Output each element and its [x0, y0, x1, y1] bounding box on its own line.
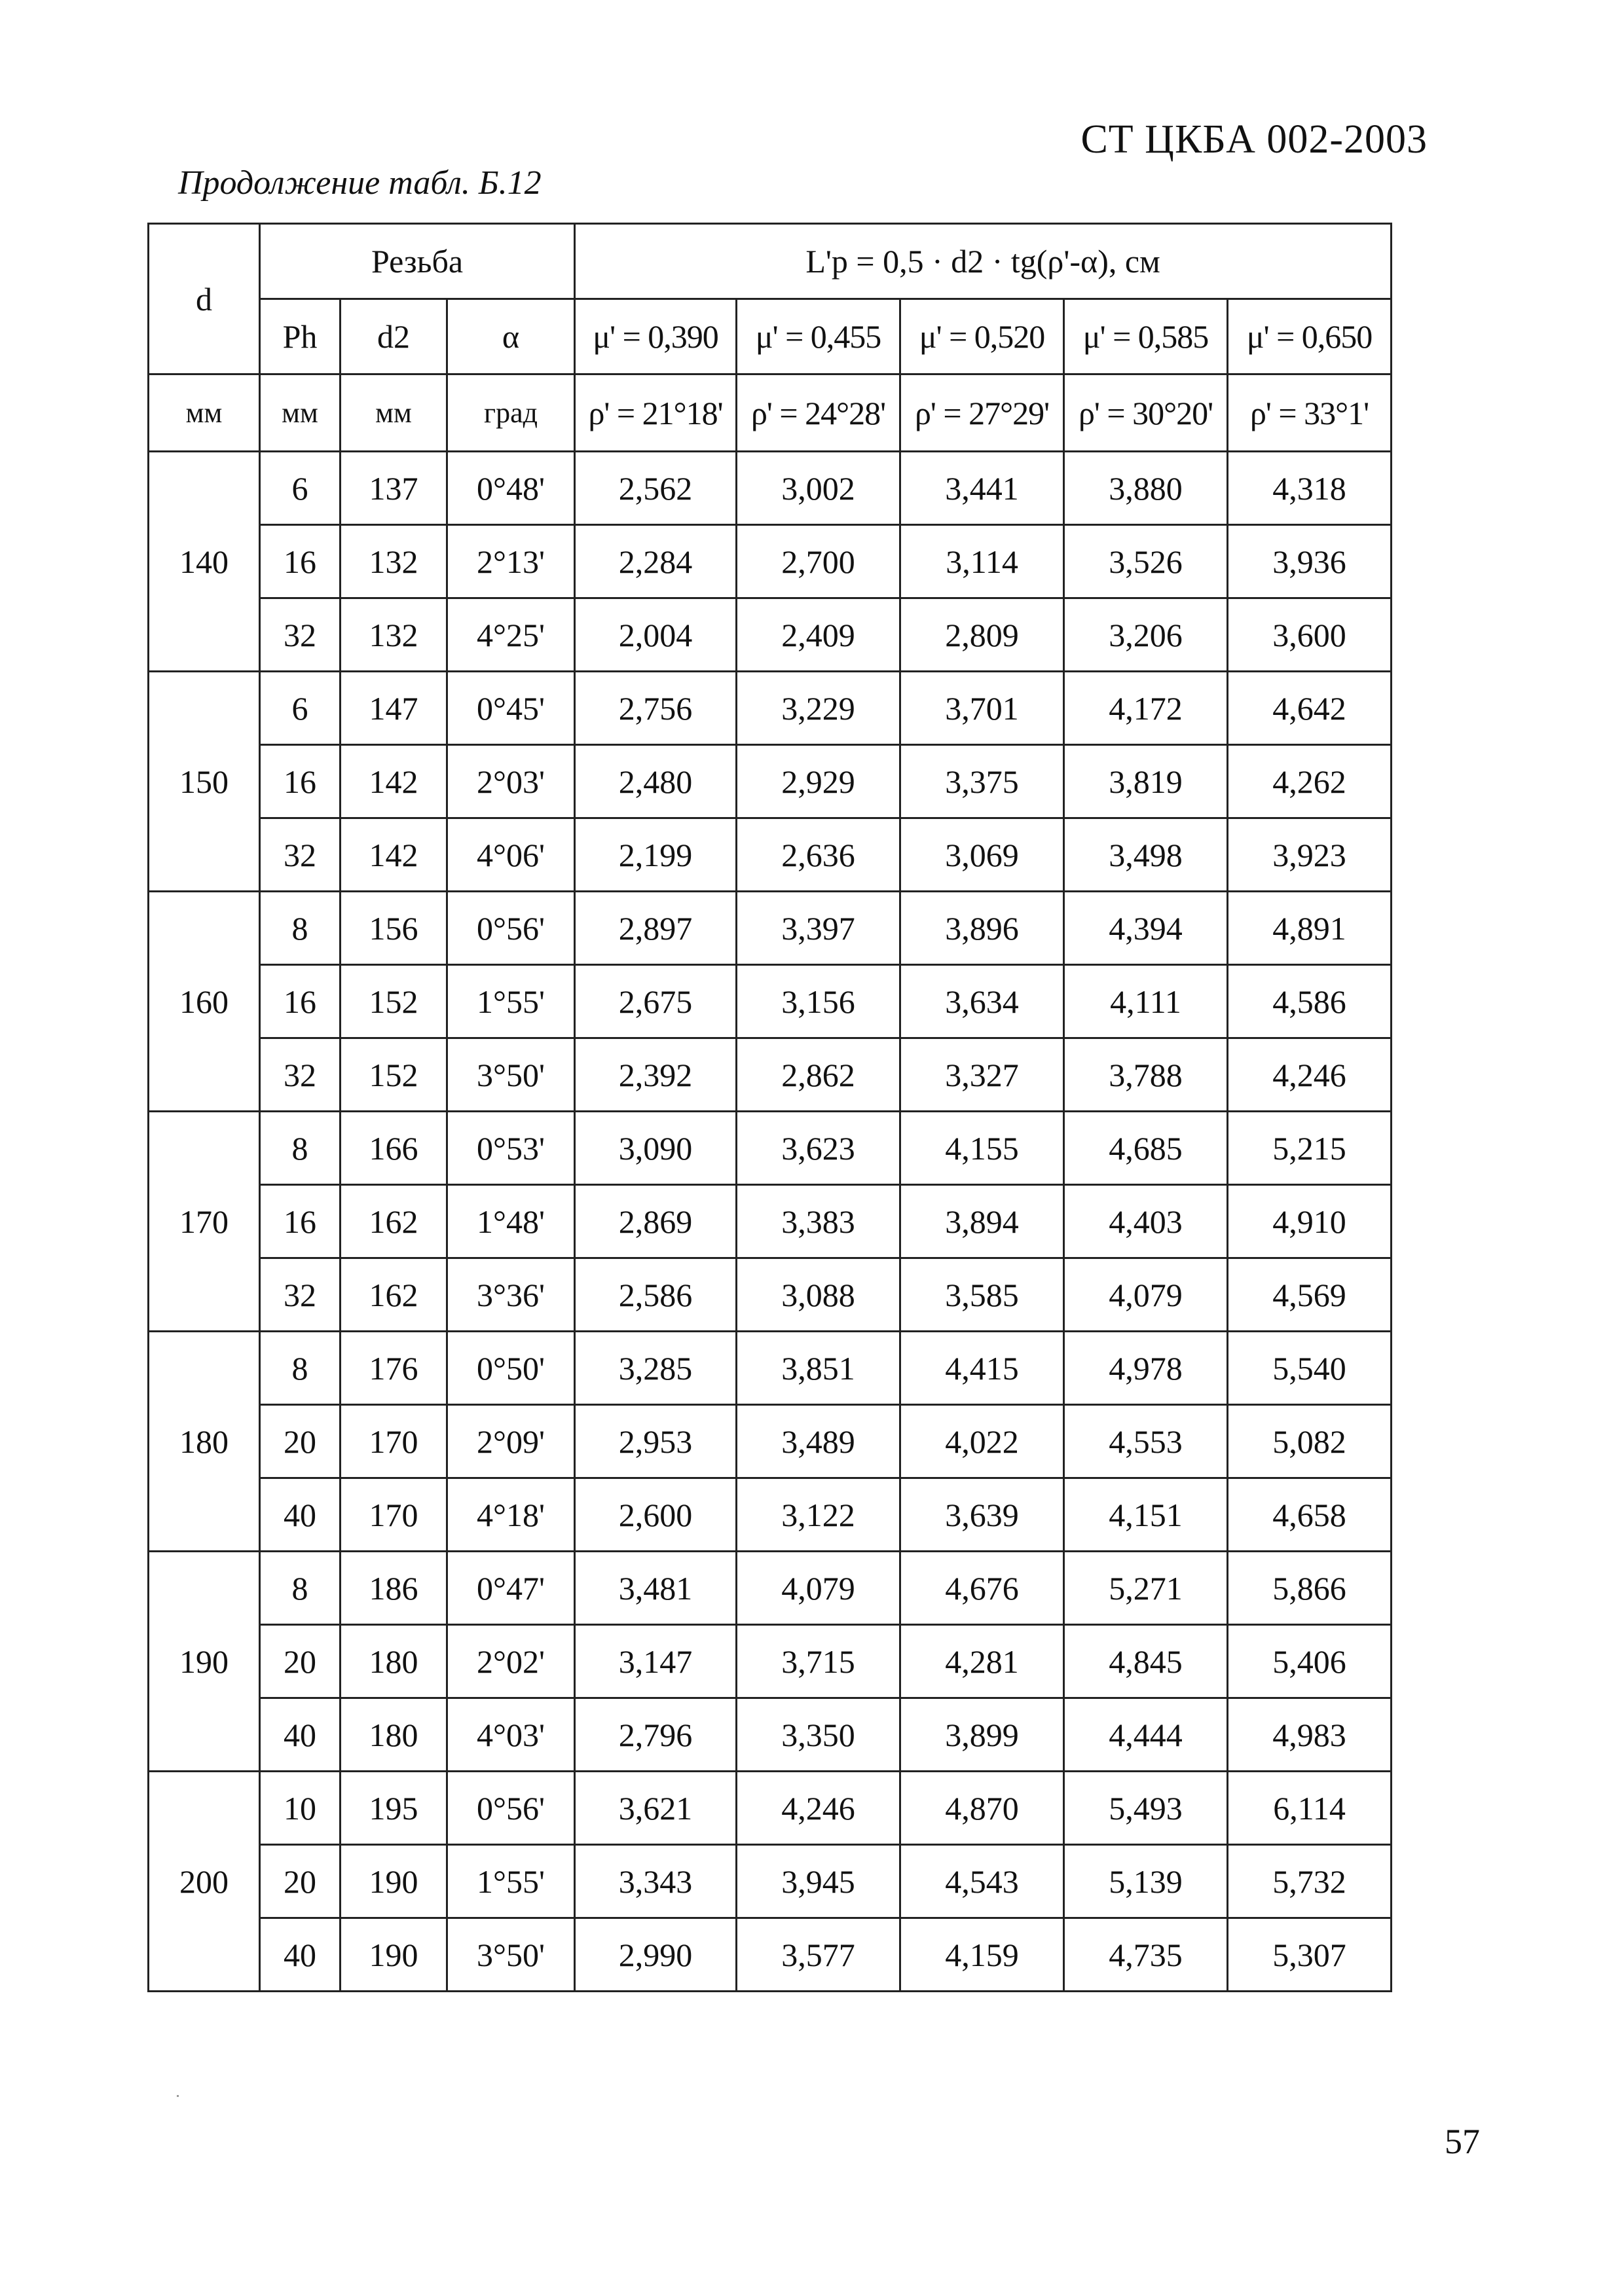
cell-value: 3,715	[737, 1625, 900, 1698]
cell-value: 3,069	[900, 818, 1064, 892]
table-body	[149, 452, 1392, 1992]
cell-value: 5,215	[1228, 1112, 1392, 1185]
header-d2: d2	[341, 299, 447, 374]
cell-value: 6,114	[1228, 1772, 1392, 1845]
cell-value: 5,139	[1064, 1845, 1228, 1918]
cell-d2: 132	[341, 598, 447, 672]
cell-value: 4,642	[1228, 672, 1392, 745]
cell-value: 3,229	[737, 672, 900, 745]
cell-value: 3,577	[737, 1918, 900, 1992]
cell-value: 3,880	[1064, 452, 1228, 525]
cell-d2: 132	[341, 525, 447, 598]
table-row	[149, 1918, 1392, 1992]
cell-value: 4,159	[900, 1918, 1064, 1992]
cell-value: 2,796	[575, 1698, 737, 1772]
cell-value: 4,444	[1064, 1698, 1228, 1772]
cell-value: 3,327	[900, 1038, 1064, 1112]
cell-d2: 190	[341, 1845, 447, 1918]
cell-value: 2,636	[737, 818, 900, 892]
cell-d: 190	[149, 1552, 260, 1772]
cell-alpha: 1°48'	[447, 1185, 575, 1258]
document-code: СТ ЦКБА 002-2003	[1080, 117, 1428, 162]
cell-d2: 142	[341, 745, 447, 818]
header-formula: L'p = 0,5 · d2 · tg(ρ'-α), см	[575, 224, 1392, 299]
cell-value: 2,869	[575, 1185, 737, 1258]
cell-value: 2,600	[575, 1478, 737, 1552]
header-mu: μ' = 0,520	[900, 299, 1064, 374]
cell-ph: 20	[260, 1845, 341, 1918]
cell-value: 3,623	[737, 1112, 900, 1185]
cell-value: 2,809	[900, 598, 1064, 672]
table-row	[149, 452, 1392, 525]
header-alpha: α	[447, 299, 575, 374]
cell-value: 4,415	[900, 1332, 1064, 1405]
cell-alpha: 0°56'	[447, 892, 575, 965]
cell-value: 5,866	[1228, 1552, 1392, 1625]
cell-d2: 195	[341, 1772, 447, 1845]
cell-value: 4,172	[1064, 672, 1228, 745]
table-row	[149, 525, 1392, 598]
cell-value: 4,079	[1064, 1258, 1228, 1332]
cell-alpha: 2°13'	[447, 525, 575, 598]
cell-value: 3,498	[1064, 818, 1228, 892]
cell-value: 2,953	[575, 1405, 737, 1478]
table-row	[149, 1772, 1392, 1845]
cell-value: 4,022	[900, 1405, 1064, 1478]
header-d: d	[149, 224, 260, 374]
cell-alpha: 2°09'	[447, 1405, 575, 1478]
cell-d2: 180	[341, 1698, 447, 1772]
cell-alpha: 0°53'	[447, 1112, 575, 1185]
cell-d2: 186	[341, 1552, 447, 1625]
cell-d2: 170	[341, 1478, 447, 1552]
cell-d: 150	[149, 672, 260, 892]
cell-value: 3,639	[900, 1478, 1064, 1552]
cell-alpha: 4°18'	[447, 1478, 575, 1552]
cell-alpha: 2°03'	[447, 745, 575, 818]
cell-value: 3,489	[737, 1405, 900, 1478]
cell-value: 2,675	[575, 965, 737, 1038]
cell-value: 3,350	[737, 1698, 900, 1772]
cell-value: 3,585	[900, 1258, 1064, 1332]
cell-value: 3,788	[1064, 1038, 1228, 1112]
cell-value: 4,155	[900, 1112, 1064, 1185]
cell-value: 4,891	[1228, 892, 1392, 965]
cell-alpha: 0°48'	[447, 452, 575, 525]
header-rho: ρ' = 21°18'	[575, 374, 737, 452]
table-continuation-caption: Продолжение табл. Б.12	[178, 164, 542, 202]
cell-alpha: 3°50'	[447, 1038, 575, 1112]
cell-value: 3,600	[1228, 598, 1392, 672]
cell-ph: 8	[260, 892, 341, 965]
cell-value: 3,899	[900, 1698, 1064, 1772]
cell-value: 2,004	[575, 598, 737, 672]
cell-value: 2,480	[575, 745, 737, 818]
cell-alpha: 1°55'	[447, 1845, 575, 1918]
header-rho: ρ' = 24°28'	[737, 374, 900, 452]
cell-value: 3,122	[737, 1478, 900, 1552]
cell-value: 5,271	[1064, 1552, 1228, 1625]
cell-value: 4,394	[1064, 892, 1228, 965]
table-row	[149, 1038, 1392, 1112]
cell-value: 4,281	[900, 1625, 1064, 1698]
cell-ph: 20	[260, 1405, 341, 1478]
cell-ph: 16	[260, 745, 341, 818]
cell-ph: 16	[260, 1185, 341, 1258]
cell-alpha: 0°47'	[447, 1552, 575, 1625]
cell-value: 5,540	[1228, 1332, 1392, 1405]
cell-alpha: 0°56'	[447, 1772, 575, 1845]
cell-value: 2,862	[737, 1038, 900, 1112]
cell-d2: 142	[341, 818, 447, 892]
cell-value: 3,088	[737, 1258, 900, 1332]
cell-value: 2,929	[737, 745, 900, 818]
cell-ph: 6	[260, 672, 341, 745]
cell-value: 3,090	[575, 1112, 737, 1185]
cell-ph: 40	[260, 1698, 341, 1772]
cell-value: 4,983	[1228, 1698, 1392, 1772]
cell-alpha: 3°36'	[447, 1258, 575, 1332]
cell-value: 2,756	[575, 672, 737, 745]
cell-value: 4,543	[900, 1845, 1064, 1918]
unit-alpha: град	[447, 374, 575, 452]
cell-value: 4,676	[900, 1552, 1064, 1625]
table-row	[149, 1185, 1392, 1258]
cell-ph: 16	[260, 525, 341, 598]
cell-d2: 180	[341, 1625, 447, 1698]
header-mu: μ' = 0,650	[1228, 299, 1392, 374]
cell-value: 4,318	[1228, 452, 1392, 525]
cell-d: 170	[149, 1112, 260, 1332]
table-row	[149, 598, 1392, 672]
table-row	[149, 1478, 1392, 1552]
cell-value: 2,199	[575, 818, 737, 892]
cell-value: 3,156	[737, 965, 900, 1038]
cell-d2: 152	[341, 1038, 447, 1112]
cell-alpha: 0°50'	[447, 1332, 575, 1405]
page-number: 57	[1445, 2122, 1480, 2161]
table-row	[149, 965, 1392, 1038]
cell-value: 5,406	[1228, 1625, 1392, 1698]
table-row	[149, 672, 1392, 745]
cell-value: 3,002	[737, 452, 900, 525]
cell-value: 3,285	[575, 1332, 737, 1405]
cell-value: 3,206	[1064, 598, 1228, 672]
table-row	[149, 1112, 1392, 1185]
cell-value: 5,082	[1228, 1405, 1392, 1478]
cell-d: 200	[149, 1772, 260, 1992]
cell-value: 3,481	[575, 1552, 737, 1625]
cell-d: 140	[149, 452, 260, 672]
cell-value: 4,845	[1064, 1625, 1228, 1698]
cell-ph: 32	[260, 1258, 341, 1332]
scan-speck	[177, 2095, 179, 2097]
header-rho: ρ' = 33°1'	[1228, 374, 1392, 452]
cell-ph: 8	[260, 1112, 341, 1185]
cell-value: 3,819	[1064, 745, 1228, 818]
table-row	[149, 745, 1392, 818]
cell-value: 4,658	[1228, 1478, 1392, 1552]
cell-value: 2,897	[575, 892, 737, 965]
cell-alpha: 2°02'	[447, 1625, 575, 1698]
cell-value: 3,936	[1228, 525, 1392, 598]
cell-alpha: 4°25'	[447, 598, 575, 672]
cell-d2: 166	[341, 1112, 447, 1185]
cell-ph: 32	[260, 818, 341, 892]
unit-d: мм	[149, 374, 260, 452]
cell-value: 4,246	[1228, 1038, 1392, 1112]
cell-d2: 162	[341, 1185, 447, 1258]
cell-value: 4,910	[1228, 1185, 1392, 1258]
cell-ph: 16	[260, 965, 341, 1038]
cell-value: 3,441	[900, 452, 1064, 525]
cell-value: 3,851	[737, 1332, 900, 1405]
cell-value: 3,923	[1228, 818, 1392, 892]
cell-ph: 8	[260, 1332, 341, 1405]
cell-ph: 32	[260, 598, 341, 672]
cell-alpha: 1°55'	[447, 965, 575, 1038]
cell-value: 5,493	[1064, 1772, 1228, 1845]
header-thread: Резьба	[260, 224, 575, 299]
data-table	[147, 223, 1392, 1992]
cell-value: 3,375	[900, 745, 1064, 818]
cell-value: 4,735	[1064, 1918, 1228, 1992]
cell-value: 2,562	[575, 452, 737, 525]
table-row	[149, 1258, 1392, 1332]
cell-value: 3,621	[575, 1772, 737, 1845]
header-mu: μ' = 0,585	[1064, 299, 1228, 374]
cell-value: 4,870	[900, 1772, 1064, 1845]
cell-value: 3,894	[900, 1185, 1064, 1258]
cell-value: 3,147	[575, 1625, 737, 1698]
cell-value: 4,569	[1228, 1258, 1392, 1332]
cell-value: 2,409	[737, 598, 900, 672]
cell-ph: 8	[260, 1552, 341, 1625]
cell-value: 2,392	[575, 1038, 737, 1112]
cell-value: 3,114	[900, 525, 1064, 598]
cell-d2: 162	[341, 1258, 447, 1332]
cell-value: 3,896	[900, 892, 1064, 965]
cell-d2: 137	[341, 452, 447, 525]
cell-value: 3,526	[1064, 525, 1228, 598]
cell-alpha: 4°03'	[447, 1698, 575, 1772]
cell-d: 180	[149, 1332, 260, 1552]
cell-value: 3,634	[900, 965, 1064, 1038]
cell-value: 5,732	[1228, 1845, 1392, 1918]
header-mu: μ' = 0,455	[737, 299, 900, 374]
cell-value: 3,343	[575, 1845, 737, 1918]
cell-alpha: 3°50'	[447, 1918, 575, 1992]
table-row	[149, 1552, 1392, 1625]
table-row	[149, 1845, 1392, 1918]
table-row	[149, 1405, 1392, 1478]
cell-value: 4,246	[737, 1772, 900, 1845]
cell-ph: 10	[260, 1772, 341, 1845]
cell-value: 3,701	[900, 672, 1064, 745]
header-mu: μ' = 0,390	[575, 299, 737, 374]
cell-value: 4,262	[1228, 745, 1392, 818]
cell-value: 4,586	[1228, 965, 1392, 1038]
table-row	[149, 1625, 1392, 1698]
cell-d2: 147	[341, 672, 447, 745]
cell-value: 4,978	[1064, 1332, 1228, 1405]
cell-value: 2,700	[737, 525, 900, 598]
cell-d2: 190	[341, 1918, 447, 1992]
cell-ph: 40	[260, 1478, 341, 1552]
cell-alpha: 4°06'	[447, 818, 575, 892]
cell-value: 2,990	[575, 1918, 737, 1992]
cell-value: 4,685	[1064, 1112, 1228, 1185]
cell-d2: 152	[341, 965, 447, 1038]
cell-value: 3,383	[737, 1185, 900, 1258]
cell-d: 160	[149, 892, 260, 1112]
table-row	[149, 818, 1392, 892]
cell-value: 2,586	[575, 1258, 737, 1332]
unit-ph: мм	[260, 374, 341, 452]
cell-alpha: 0°45'	[447, 672, 575, 745]
cell-value: 4,111	[1064, 965, 1228, 1038]
header-rho: ρ' = 27°29'	[900, 374, 1064, 452]
cell-ph: 32	[260, 1038, 341, 1112]
cell-value: 4,553	[1064, 1405, 1228, 1478]
unit-d2: мм	[341, 374, 447, 452]
table-row	[149, 1332, 1392, 1405]
cell-ph: 40	[260, 1918, 341, 1992]
cell-value: 2,284	[575, 525, 737, 598]
cell-ph: 6	[260, 452, 341, 525]
cell-d2: 170	[341, 1405, 447, 1478]
cell-value: 4,151	[1064, 1478, 1228, 1552]
cell-value: 4,403	[1064, 1185, 1228, 1258]
table-row	[149, 892, 1392, 965]
header-ph: Ph	[260, 299, 341, 374]
cell-value: 3,397	[737, 892, 900, 965]
header-rho: ρ' = 30°20'	[1064, 374, 1228, 452]
cell-value: 4,079	[737, 1552, 900, 1625]
table-row	[149, 1698, 1392, 1772]
cell-d2: 176	[341, 1332, 447, 1405]
cell-ph: 20	[260, 1625, 341, 1698]
cell-d2: 156	[341, 892, 447, 965]
cell-value: 5,307	[1228, 1918, 1392, 1992]
cell-value: 3,945	[737, 1845, 900, 1918]
